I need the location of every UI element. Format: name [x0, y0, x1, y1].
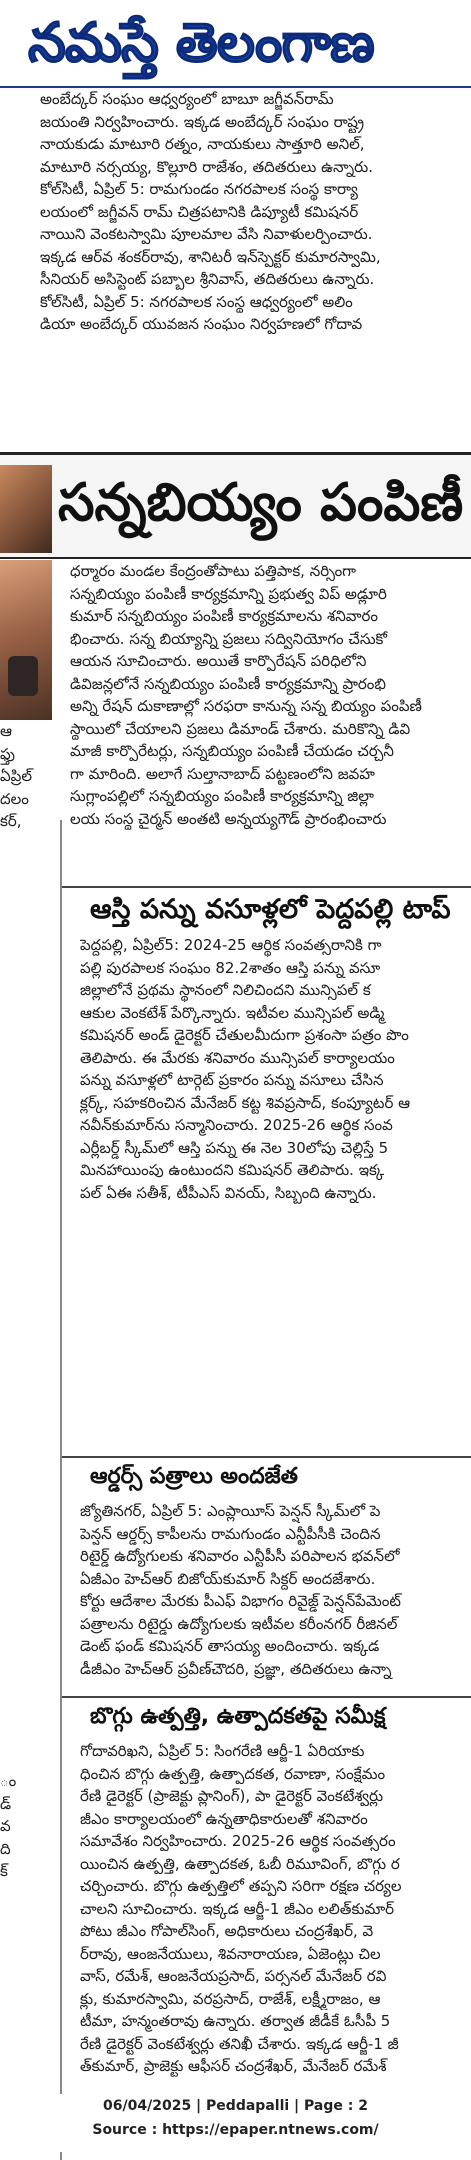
- text-line: పెన్షన్ ఆర్డర్స్ కాపీలను రామగుండం ఎన్టీపీసీకి చెందిన: [80, 1524, 381, 1543]
- text-line: చర్చించారు. బొగ్గు ఉత్పత్తిలో తప్పని సరిగా రక్షణ చర్యల: [80, 1877, 402, 1895]
- text-line: జ్యోతినగర్, ఏప్రిల్ 5: ఎంప్లాయీస్ పెన్షన్ స్కీమ్‌లో పె: [80, 1502, 381, 1520]
- text-line: తెలిపారు. ఈ మేరకు శనివారం మున్సిపల్ కార్యాలయం: [80, 1048, 395, 1067]
- text-line: యించిన ఉత్పత్తి, ఉత్పాదకత, ఓబీ రిమూవింగ్, బొగ్గు ర: [80, 1854, 400, 1873]
- text-line: పెద్దపల్లి, ఏప్రిల్5: 2024-25 ఆర్థిక సంవత్సరానికి గా: [80, 936, 382, 954]
- footer-date-line: 06/04/2025 | Peddapalli | Page : 2: [103, 2098, 368, 2114]
- text-line: సీనియర్ అసిస్టెంట్ పబ్బాల శ్రీనివాస్, తదితరులు ఉన్నారు.: [40, 270, 375, 288]
- article2-body: [80, 1500, 471, 1680]
- left-column-fragment-lower: [0, 1770, 54, 1883]
- text-line: పన్ను వసూళ్లలో టార్గెట్ ప్రకారం పన్ను వసూలు చేసిన: [80, 1071, 384, 1089]
- text-line: ది: [0, 1839, 11, 1858]
- text-line: లయ సంస్థ చైర్మన్ అంతటి అన్నయ్యగౌడ్ ప్రారంభించారు: [70, 809, 387, 828]
- text-line: సమావేశం నిర్వహించారు. 2025-26 ఆర్థిక సంవత్సరం: [80, 1832, 396, 1850]
- text-line: మాటూరి నర్సయ్య, కొల్లూరి రాజేశం, తదితరులు ఉన్నారు.: [40, 157, 373, 176]
- text-line: వ: [0, 1817, 11, 1835]
- text-line: క్లు, కుమారస్వామి, వరప్రసాద్, రాజేశ్, లక్ష్మీరాజం, ఆ: [80, 1989, 381, 2008]
- article3-body: [80, 1740, 471, 2078]
- text-line: ర్‌రావు, ఆంజనేయులు, శివనారాయణ, ఏజెంట్లు చిల: [80, 1944, 381, 1963]
- masthead: [0, 0, 471, 88]
- text-line: కమిషనర్ అండ్ డైరెక్టర్ చేతులమీదుగా ప్రశంసా పత్రం పొం: [80, 1026, 409, 1044]
- text-line: కోల్‌సిటీ, ఏప్రిల్ 5: నగరపాలక సంస్థ ఆధ్వర్యంలో అలిం: [40, 292, 353, 311]
- text-line: ఆ: [0, 722, 12, 740]
- article3-heading: బొగ్గు ఉత్పత్తి, ఉత్పాదకతపై సమీక్ష: [90, 1704, 386, 1729]
- text-line: రేణి డైరెక్టర్ (ప్రాజెక్టు ప్లానింగ్), పా డైరెక్టర్ వెంకటేశ్వర్లు: [80, 1787, 384, 1805]
- text-line: సుగ్లాంపల్లిలో సన్నబియ్యం పంపిణీ కార్యక్రమాన్ని జిల్లా: [70, 787, 374, 805]
- text-line: డీజీఎం హెచ్‌ఆర్ ప్రవీణ్‌చౌదరి, ప్రజ్ఞా, తదితరులు ఉన్నా: [80, 1659, 392, 1678]
- text-line: వాస్, రమేశ్, ఆంజనేయప్రసాద్, పర్సనల్ మేనేజర్ రవి: [80, 1967, 387, 1985]
- section-divider: [62, 1456, 471, 1458]
- text-line: కోల్‌సిటీ, ఏప్రిల్ 5: రామగుండం నగరపాలక సంస్థ కార్యా: [40, 180, 358, 198]
- photo-detail: [8, 656, 38, 696]
- text-line: రిటైర్డ్ ఉద్యోగులకు శనివారం ఎన్టీపీసీ పరిపాలన భవన్‌లో: [80, 1547, 400, 1565]
- text-line: అంబేద్కర్ సంఘం ఆధ్వర్యంలో బాబూ జగ్జీవన్‌రామ్: [40, 90, 334, 108]
- text-line: ధర్మారం మండల కేంద్రంతోపాటు పత్తిపాక, నర్సింగా: [70, 562, 356, 580]
- text-line: జీఎం కార్యాలయంలో ఉన్నతాధికారులతో శనివారం: [80, 1809, 368, 1828]
- text-line: టీమా, హన్మంతరావు ఉన్నారు. తర్వాత జీడీకే ఓసీపీ 5: [80, 2012, 391, 2030]
- text-line: నాయిని వెంకటస్వామి పూలమాల వేసి నివాళులర్పించారు.: [40, 225, 373, 243]
- text-line: డ్: [0, 1794, 12, 1813]
- text-line: దలం: [0, 789, 29, 808]
- text-line: పత్రాలను రిటైర్డు ఉద్యోగులకు ఇటీవల కరీంనగర్ రీజినల్: [80, 1614, 398, 1633]
- text-line: ఆకుల వెంకటేశ్ పేర్కొన్నారు. ఇటీవల మున్సిపల్ అడ్మి: [80, 1003, 385, 1022]
- article2-heading: ఆర్డర్స్ పత్రాలు అందజేత: [90, 1464, 298, 1489]
- text-line: డెంట్ ఫండ్ కమిషనర్ తాసయ్య అందించారు. ఇక్కడ: [80, 1637, 380, 1655]
- text-line: అన్ని రేషన్ దుకాణాల్లో సరఫరా కానున్న సన్న బియ్యం పంపిణీ: [70, 697, 422, 715]
- text-line: ఏప్రిల్: [0, 767, 32, 785]
- main-article: [70, 560, 471, 830]
- text-line: కోర్టు ఆదేశాల మేరకు పీఎఫ్ విభాగం రివైజ్డ్ పెన్షన్‌పేమెంట్: [80, 1592, 401, 1610]
- text-line: డివిజన్లలోనే సన్నబియ్యం పంపిణీ కార్యక్రమాన్ని ప్రారంభి: [70, 674, 386, 693]
- text-line: గోదావరిఖని, ఏప్రిల్ 5: సింగరేణి ఆర్జీ-1 ఏరియాకు: [80, 1742, 365, 1760]
- section-divider: [62, 1696, 471, 1698]
- page-footer: [0, 2094, 471, 2152]
- text-line: క్: [0, 1862, 8, 1880]
- text-line: క్లర్క్, సహకరించిన మేనేజర్ కట్ట శివప్రసాద్, కంప్యూటర్ ఆ: [80, 1093, 411, 1112]
- text-line: జిల్లాలోనే ప్రథమ స్థానంలో నిలిచిందని మున్సిపల్ క: [80, 981, 371, 999]
- text-line: జయంతి నిర్వహించారు. ఇక్కడ అంబేద్కర్ సంఘం రాష్ట్ర: [40, 112, 365, 131]
- top-article: [40, 88, 471, 336]
- text-line: ఎర్లీబర్డ్ స్కీమ్‌లో ఆస్తి పన్ను ఈ నెల 30లోపు చెల్లిస్తే 5: [80, 1138, 389, 1157]
- text-line: నవీన్‌కుమార్‌ను సన్మానించారు. 2025-26 ఆర్థిక సంవ: [80, 1116, 393, 1134]
- text-line: పల్లి పురపాలక సంఘం 82.2శాతం ఆస్తి పన్ను వసూ: [80, 958, 381, 977]
- article1-heading: ఆస్తి పన్ను వసూళ్లలో పెద్దపల్లి టాప్: [90, 894, 451, 925]
- headline-band: [0, 452, 471, 559]
- text-line: డియా అంబేద్కర్ యువజన సంఘం నిర్వహణలో గోదావ: [40, 315, 363, 333]
- text-line: ఫ్తు: [0, 744, 15, 763]
- text-line: ఏజీఎం హెచ్‌ఆర్ బిజోయ్‌కుమార్ సిక్దర్ అందజేశారు.: [80, 1569, 376, 1588]
- article1-body: [80, 934, 471, 1204]
- text-line: నాయకుడు మాటూరి రత్నం, నాయకులు సాత్తూరి అనిల్,: [40, 135, 365, 153]
- text-line: ఆయన సూచించారు. అయితే కార్పొరేషన్ పరిధిలోని: [70, 652, 367, 670]
- text-line: పల్ ఏఈ సతీశ్, టీపీఎస్ వినయ్, సిబ్బంది ఉన్నారు.: [80, 1183, 377, 1202]
- text-line: కర్,: [0, 812, 22, 830]
- headline-title: సన్నబియ్యం పంపిణీ: [58, 473, 464, 533]
- text-line: ఇక్కడ ఆర్‌వ శంకర్‌రావు, శానిటరీ ఇన్‌స్పెక్టర్ కుమారస్వామి,: [40, 247, 381, 266]
- newspaper-logo: నమస్తే తెలంగాణ: [28, 11, 374, 74]
- text-line: త్‌కుమార్, ప్రాజెక్టు ఆఫీసర్ చంద్రశేఖర్, మేనేజర్ రమేశ్: [80, 2057, 387, 2075]
- left-column-fragment: [0, 720, 54, 833]
- text-line: కుమార్ సన్నబియ్యం పంపిణీ కార్యక్రమాలను శనివారం: [70, 607, 378, 625]
- headline-photo: [0, 465, 52, 553]
- text-line: రేణి డైరెక్టర్ వెంకటేశ్వర్లు తనిఖీ చేశారు. ఇక్కడ ఆర్జీ-1 జీ: [80, 2034, 399, 2053]
- footer-source-line: Source : https://epaper.ntnews.com/: [92, 2122, 379, 2138]
- section-divider: [62, 886, 471, 888]
- article-photo: [0, 560, 52, 720]
- text-line: పోటు జీఎం గోపాల్‌సింగ్, అధికారులు చంద్రశేఖర్, వె: [80, 1922, 374, 1940]
- text-line: మాజీ కార్పొరేటర్లు, సన్నబియ్యం పంపిణీ చేయడం చర్చనీ: [70, 742, 394, 760]
- text-line: స్థాయిలో చేయాలని ప్రజలు డిమాండ్ చేశారు. మరికొన్ని డివి: [70, 719, 411, 738]
- text-line: భించారు. సన్న బియ్యాన్ని ప్రజలు సద్వినియోగం చేసుకో: [70, 629, 388, 648]
- text-line: ం: [0, 1772, 17, 1790]
- text-line: మినహాయింపు ఉంటుందని కమిషనర్ తెలిపారు. ఇక్క: [80, 1161, 385, 1179]
- column-divider: [60, 820, 62, 2160]
- text-line: గా మారింది. అలాగే సుల్తానాబాద్ పట్టణంలోని జవహ: [70, 764, 375, 783]
- text-line: లయంలో జగ్జీవన్ రామ్ చిత్రపటానికి డిప్యూటీ కమిషనర్: [40, 202, 359, 221]
- text-line: సన్నబియ్యం పంపిణీ కార్యక్రమాన్ని ప్రభుత్వ విప్ అడ్లూరి: [70, 584, 387, 603]
- text-line: ధించిన బొగ్గు ఉత్పత్తి, ఉత్పాదకత, రవాణా, సంక్షేమం: [80, 1764, 386, 1783]
- text-line: చాలని సూచించారు. ఇక్కడ ఆర్జీ-1 జీఎం లలిత్‌కుమార్: [80, 1899, 395, 1918]
